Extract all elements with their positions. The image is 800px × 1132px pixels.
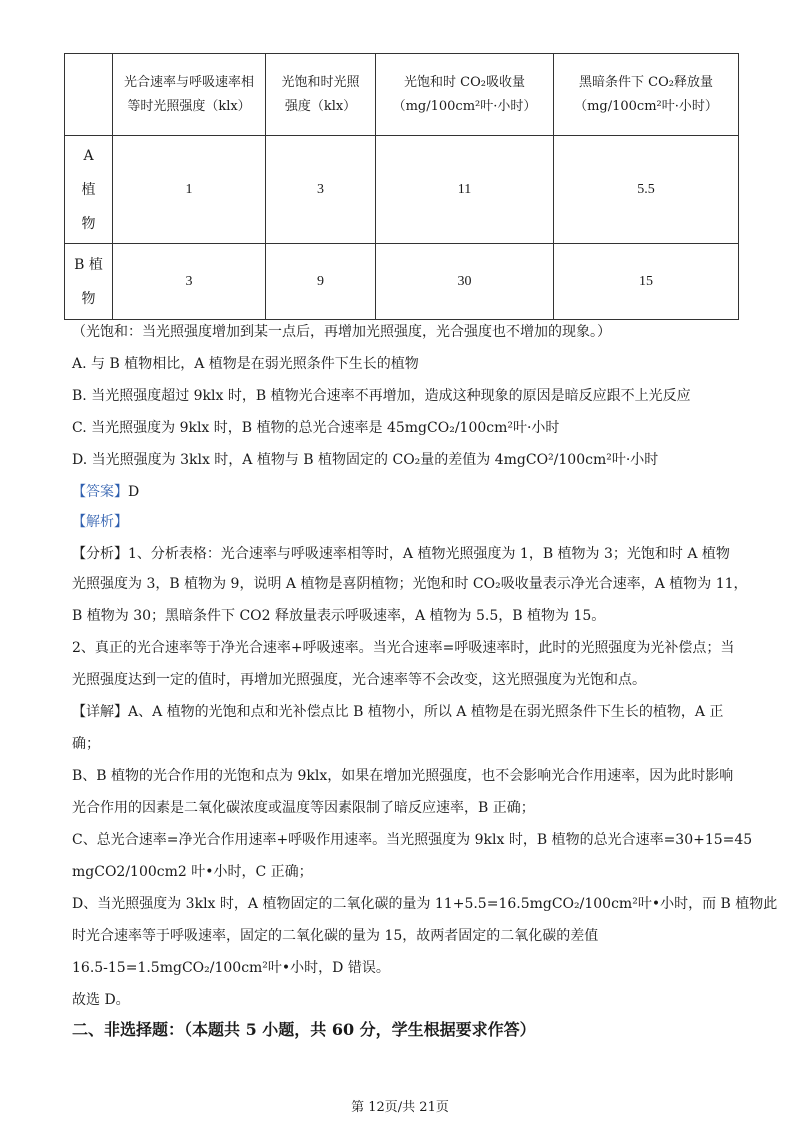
paragraph-line: D、当光照强度为 3klx 时，A 植物固定的二氧化碳的量为 11+5.5=16.5mgCO₂/100cm²叶•小时，而 B 植物此 <box>72 896 778 912</box>
paragraph-line: 2、真正的光合速率等于净光合速率+呼吸速率。当光合速率=呼吸速率时，此时的光照强度为光补偿点；当 <box>72 640 735 656</box>
analysis-tag: 【解析】 <box>72 514 128 530</box>
answer-value: D <box>128 484 140 500</box>
paragraph-line: C、总光合速率=净光合作用速率+呼吸作用速率。当光照强度为 9klx 时，B 植物的总光合速率=30+15=45 <box>72 832 753 848</box>
table-row <box>65 136 739 244</box>
paragraph-line: mgCO2/100cm2 叶•小时，C 正确； <box>72 864 313 880</box>
paragraph-line: 光照强度为 3，B 植物为 9，说明 A 植物是喜阴植物；光饱和时 CO₂吸收量表示净光合速率，A 植物为 11， <box>72 576 748 592</box>
table-cell: 1 <box>113 136 266 244</box>
paragraph-line: 时光合速率等于呼吸速率，固定的二氧化碳的量为 15，故两者固定的二氧化碳的差值 <box>72 928 599 944</box>
paragraph-line: 光合作用的因素是二氧化碳浓度或温度等因素限制了暗反应速率，B 正确； <box>72 800 535 816</box>
table-cell: 5.5 <box>554 136 739 244</box>
table-header-empty <box>65 54 113 136</box>
paragraph-line: B 植物为 30；黑暗条件下 CO2 释放量表示呼吸速率，A 植物为 5.5，B 植物为 15。 <box>72 608 606 624</box>
paragraph-line: 确； <box>72 736 100 752</box>
row-label-a: A 植 物 <box>65 136 113 244</box>
table-header-compensation: 光合速率与呼吸速率相 等时光照强度（klx） <box>113 54 266 136</box>
paragraph-line: 【详解】A、A 植物的光饱和点和光补偿点比 B 植物小，所以 A 植物是在弱光照条件下生长的植物，A 正 <box>72 704 724 720</box>
paragraph-line: B、B 植物的光合作用的光饱和点为 9klx，如果在增加光照强度，也不会影响光合作用速率，因为此时影响 <box>72 768 734 784</box>
table-header-co2-absorb: 光饱和时 CO₂吸收量 （mg/100cm²叶·小时） <box>376 54 554 136</box>
table-cell: 30 <box>376 244 554 320</box>
paragraph-line: 【分析】1、分析表格：光合速率与呼吸速率相等时，A 植物光照强度为 1，B 植物为 3；光饱和时 A 植物 <box>72 546 730 562</box>
table-cell: 3 <box>266 136 376 244</box>
answer-tag: 【答案】 <box>72 484 128 500</box>
option-a: A. 与 B 植物相比，A 植物是在弱光照条件下生长的植物 <box>72 356 419 372</box>
paragraph-line: 光照强度达到一定的值时，再增加光照强度，光合速率等不会改变，这光照强度为光饱和点。 <box>72 672 646 688</box>
option-c: C. 当光照强度为 9klx 时，B 植物的总光合速率是 45mgCO₂/100cm²叶·小时 <box>72 420 560 436</box>
row-label-b: B 植 物 <box>65 244 113 320</box>
answer-line <box>72 482 139 502</box>
saturation-note: （光饱和：当光照强度增加到某一点后，再增加光照强度，光合强度也不增加的现象。） <box>72 324 611 340</box>
option-d: D. 当光照强度为 3klx 时，A 植物与 B 植物固定的 CO₂量的差值为 4mgCO²/100cm²叶·小时 <box>72 452 659 468</box>
table-header-co2-release: 黑暗条件下 CO₂释放量 （mg/100cm²叶·小时） <box>554 54 739 136</box>
table-row <box>65 244 739 320</box>
table-cell: 15 <box>554 244 739 320</box>
option-b: B. 当光照强度超过 9klx 时，B 植物光合速率不再增加，造成这种现象的原因是暗反应跟不上光反应 <box>72 388 691 404</box>
data-table <box>64 53 739 320</box>
table-cell: 3 <box>113 244 266 320</box>
table-header-row <box>65 54 739 136</box>
table-cell: 11 <box>376 136 554 244</box>
paragraph-line: 16.5-15=1.5mgCO₂/100cm²叶•小时，D 错误。 <box>72 960 390 976</box>
paragraph-line: 故选 D。 <box>72 992 130 1008</box>
section-heading: 二、非选择题：（本题共 5 小题，共 60 分，学生根据要求作答） <box>72 1020 536 1039</box>
table-header-saturation: 光饱和时光照 强度（klx） <box>266 54 376 136</box>
page-footer: 第 12页/共 21页 <box>351 1100 449 1115</box>
table-cell: 9 <box>266 244 376 320</box>
